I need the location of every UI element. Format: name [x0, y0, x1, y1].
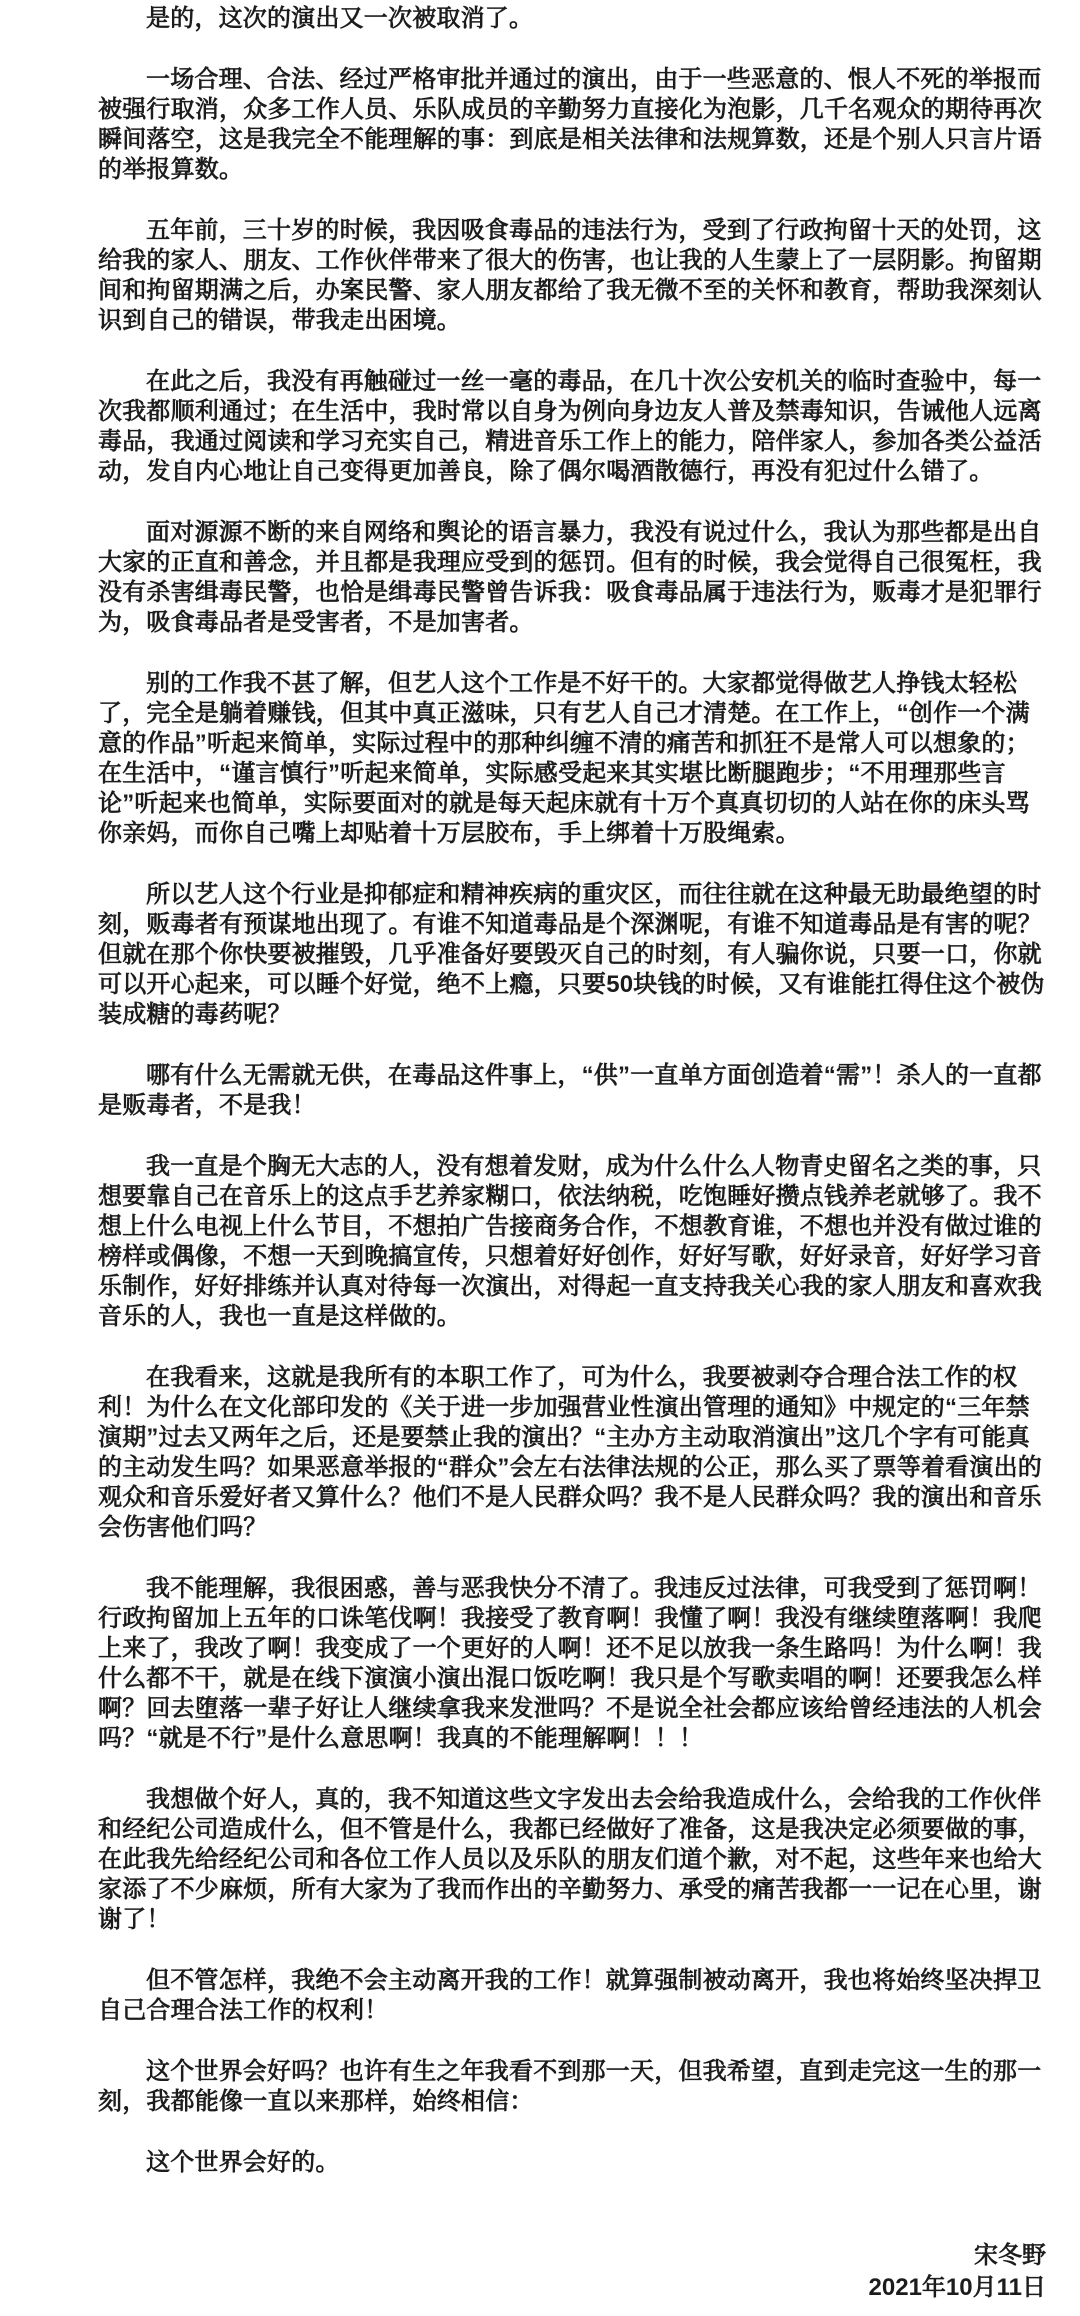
- paragraph: 在我看来，这就是我所有的本职工作了，可为什么，我要被剥夺合理合法工作的权利！为什么在文化部印发的《关于进一步加强营业性演出管理的通知》中规定的“三年禁演期”过去又两年之后，还是要禁止我的演出？“主办方主动取消演出”这几个字有可能真的主动发生吗？如果恶意举报的“群众”会左右法律法规的公正，那么买了票等着看演出的观众和音乐爱好者又算什么？他们不是人民群众吗？我不是人民群众吗？我的演出和音乐会伤害他们吗？: [98, 1364, 1042, 1541]
- paragraph: 五年前，三十岁的时候，我因吸食毒品的违法行为，受到了行政拘留十天的处罚，这给我的家人、朋友、工作伙伴带来了很大的伤害，也让我的人生蒙上了一层阴影。拘留期间和拘留期满之后，办案民警、家人朋友都给了我无微不至的关怀和教育，帮助我深刻认识到自己的错误，带我走出困境。: [98, 217, 1042, 334]
- signature-date: 2021年10月11日: [868, 2274, 1046, 2301]
- paragraph: 哪有什么无需就无供，在毒品这件事上，“供”一直单方面创造着“需”！杀人的一直都是贩毒者，不是我！: [98, 1062, 1042, 1119]
- paragraph: 但不管怎样，我绝不会主动离开我的工作！就算强制被动离开，我也将始终坚决捍卫自己合理合法工作的权利！: [98, 1967, 1042, 2024]
- paragraph: 面对源源不断的来自网络和舆论的语言暴力，我没有说过什么，我认为那些都是出自大家的正直和善念，并且都是我理应受到的惩罚。但有的时候，我会觉得自己很冤枉，我没有杀害缉毒民警，也恰是缉毒民警曾告诉我：吸食毒品属于违法行为，贩毒才是犯罪行为，吸食毒品者是受害者，不是加害者。: [98, 519, 1042, 636]
- paragraph: 所以艺人这个行业是抑郁症和精神疾病的重灾区，而往往就在这种最无助最绝望的时刻，贩毒者有预谋地出现了。有谁不知道毒品是个深渊呢，有谁不知道毒品是有害的呢？但就在那个你快要被摧毁，几乎准备好要毁灭自己的时刻，有人骗你说，只要一口，你就可以开心起来，可以睡个好觉，绝不上瘾，只要50块钱的时候，又有谁能扛得住这个被伪装成糖的毒药呢？: [98, 881, 1045, 1028]
- paragraph: 别的工作我不甚了解，但艺人这个工作是不好干的。大家都觉得做艺人挣钱太轻松了，完全是躺着赚钱，但其中真正滋味，只有艺人自己才清楚。在工作上，“创作一个满意的作品”听起来简单，实际过程中的那种纠缠不清的痛苦和抓狂不是常人可以想象的；在生活中，“谨言慎行”听起来简单，实际感受起来其实堪比断腿跑步；“不用理那些言论”听起来也简单，实际要面对的就是每天起床就有十万个真真切切的人站在你的床头骂你亲妈，而你自己嘴上却贴着十万层胶布，手上绑着十万股绳索。: [98, 670, 1030, 847]
- paragraph: 我想做个好人，真的，我不知道这些文字发出去会给我造成什么，会给我的工作伙伴和经纪公司造成什么，但不管是什么，我都已经做好了准备，这是我决定必须要做的事，在此我先给经纪公司和各位工作人员以及乐队的朋友们道个歉，对不起，这些年来也给大家添了不少麻烦，所有大家为了我而作出的辛勤努力、承受的痛苦我都一一记在心里，谢谢了！: [98, 1786, 1042, 1933]
- paragraph: 我不能理解，我很困惑，善与恶我快分不清了。我违反过法律，可我受到了惩罚啊！行政拘留加上五年的口诛笔伐啊！我接受了教育啊！我懂了啊！我没有继续堕落啊！我爬上来了，我改了啊！我变成了一个更好的人啊！还不足以放我一条生路吗！为什么啊！我什么都不干，就是在线下演演小演出混口饭吃啊！我只是个写歌卖唱的啊！还要我怎么样啊？回去堕落一辈子好让人继续拿我来发泄吗？不是说全社会都应该给曾经违法的人机会吗？“就是不行”是什么意思啊！我真的不能理解啊！！！: [98, 1575, 1042, 1752]
- paragraph: 在此之后，我没有再触碰过一丝一毫的毒品，在几十次公安机关的临时查验中，每一次我都顺利通过；在生活中，我时常以自身为例向身边友人普及禁毒知识，告诫他人远离毒品，我通过阅读和学习充实自己，精进音乐工作上的能力，陪伴家人，参加各类公益活动，发自内心地让自己变得更加善良，除了偶尔喝酒散德行，再没有犯过什么错了。: [98, 368, 1042, 485]
- paragraph: 我一直是个胸无大志的人，没有想着发财，成为什么什么人物青史留名之类的事，只想要靠自己在音乐上的这点手艺养家糊口，依法纳税，吃饱睡好攒点钱养老就够了。我不想上什么电视上什么节目，不想拍广告接商务合作，不想教育谁，不想也并没有做过谁的榜样或偶像，不想一天到晚搞宣传，只想着好好创作，好好写歌，好好录音，好好学习音乐制作，好好排练并认真对待每一次演出，对得起一直支持我关心我的家人朋友和喜欢我音乐的人，我也一直是这样做的。: [98, 1153, 1042, 1330]
- paragraph: 这个世界会好的。: [146, 2149, 340, 2176]
- paragraph: 一场合理、合法、经过严格审批并通过的演出，由于一些恶意的、恨人不死的举报而被强行取消，众多工作人员、乐队成员的辛勤努力直接化为泡影，几千名观众的期待再次瞬间落空，这是我完全不能理解的事：到底是相关法律和法规算数，还是个别人只言片语的举报算数。: [98, 66, 1042, 183]
- paragraph: 这个世界会好吗？也许有生之年我看不到那一天，但我希望，直到走完这一生的那一刻，我都能像一直以来那样，始终相信：: [98, 2058, 1042, 2115]
- signature-block: [98, 2240, 1046, 2304]
- paragraph: 是的，这次的演出又一次被取消了。: [146, 5, 534, 32]
- signature-name: 宋冬野: [974, 2242, 1046, 2269]
